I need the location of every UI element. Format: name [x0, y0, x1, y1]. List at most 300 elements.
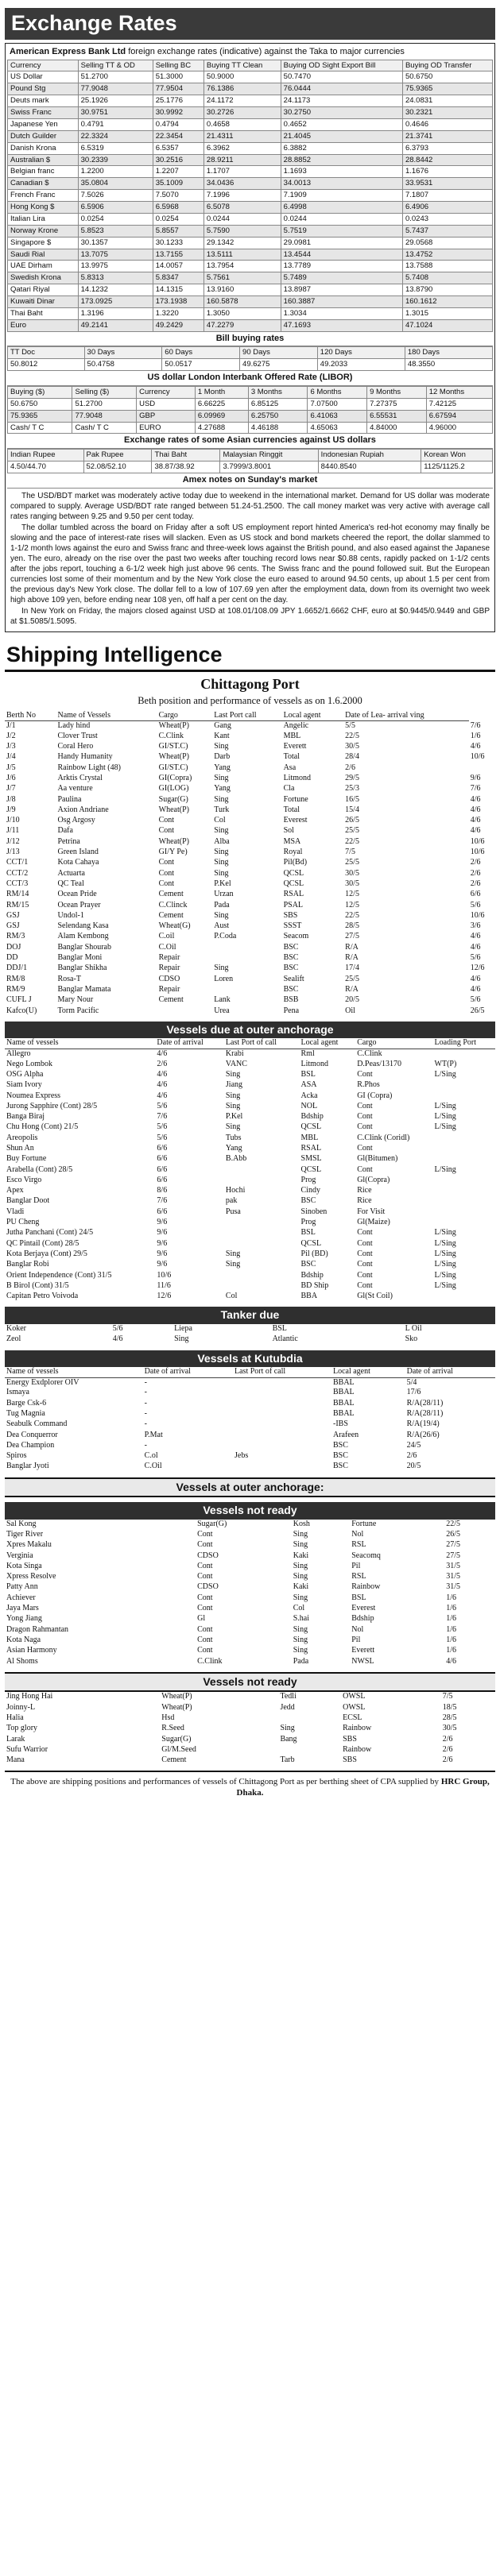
berth-cell: Oil: [345, 1006, 355, 1015]
berth-cell: C.Clink: [158, 731, 184, 740]
berth-cell: C.Clinck: [158, 900, 188, 910]
not-ready-2-cell: Tedli: [280, 1692, 297, 1701]
fx-row: [8, 178, 493, 190]
berth-cell: Cement: [158, 890, 184, 899]
not-ready-row: [5, 1540, 495, 1551]
not-ready-cell: Achiever: [6, 1593, 36, 1602]
fx-row: [8, 261, 493, 272]
berth-cell: Green Island: [57, 848, 99, 857]
fx-cell: 30.1357: [78, 237, 153, 249]
not-ready-2-row: [5, 1692, 495, 1702]
libor-cell: 6.09969: [195, 410, 248, 422]
outer-cell: Cindy: [300, 1186, 320, 1195]
berth-cell: GI/Y Pe): [158, 848, 188, 857]
outer-cell: [433, 1144, 495, 1154]
fx-cell: 34.0436: [203, 178, 281, 190]
kutubdia-cell: Spiros: [6, 1451, 27, 1461]
berth-cell: 26/5: [470, 1006, 485, 1015]
berth-cell: Everest: [283, 816, 308, 825]
berth-row: [5, 985, 495, 995]
libor-header-cell: Buying ($): [8, 386, 72, 398]
berth-cell: QC Teal: [57, 879, 84, 888]
libor-header-cell: 1 Month: [195, 386, 248, 398]
not-ready-cell: C.Clink: [197, 1656, 223, 1666]
fx-cell: 28.8852: [281, 154, 402, 166]
berth-row: [5, 869, 495, 879]
not-ready-2-cell: Wheat(P): [161, 1702, 192, 1712]
berth-cell: QCSL: [283, 868, 304, 878]
outer-cell: 6/6: [157, 1143, 168, 1153]
tanker-title: Tanker due: [5, 1307, 495, 1324]
berth-cell: 4/6: [470, 794, 481, 804]
berth-cell: Total: [283, 752, 300, 762]
not-ready-cell: 1/6: [446, 1646, 456, 1655]
kutubdia-header-cell: Name of vessels: [5, 1367, 143, 1377]
fx-cell: 30.2321: [402, 107, 492, 119]
not-ready-cell: CDSO: [197, 1582, 219, 1592]
outer-cell: Hochi: [225, 1186, 246, 1195]
outer-row: [5, 1271, 495, 1281]
kutubdia-cell: -: [144, 1440, 147, 1450]
not-ready-2-cell: 7/5: [442, 1692, 453, 1701]
not-ready-2-cell: OWSL: [343, 1702, 366, 1712]
not-ready-row: [5, 1582, 495, 1593]
fx-cell: 5.7519: [281, 225, 402, 237]
outer-cell: Acka: [300, 1091, 318, 1100]
fx-cell: 13.4752: [402, 249, 492, 261]
berth-cell: 3/6: [470, 921, 481, 931]
outer-row: [5, 1207, 495, 1218]
berth-cell: Asa: [283, 763, 297, 772]
not-ready-cell: Al Shoms: [6, 1656, 38, 1666]
fx-cell: 1.1676: [402, 166, 492, 178]
not-ready-2-title: Vessels not ready: [5, 1672, 495, 1693]
outer-cell: R.Phos: [357, 1080, 380, 1090]
at-outer-title: Vessels at outer anchorage:: [5, 1477, 495, 1498]
berth-cell: Pil(Bd): [283, 858, 308, 867]
berth-cell: 28/4: [345, 752, 359, 762]
libor-header-cell: 9 Months: [367, 386, 427, 398]
berth-cell: 5/5: [345, 721, 355, 730]
kutubdia-row: [5, 1451, 495, 1462]
outer-row: [5, 1134, 495, 1144]
berth-cell: Turk: [214, 805, 230, 814]
outer-cell: C.Clink: [357, 1049, 382, 1058]
kutubdia-cell: -: [144, 1419, 147, 1429]
fx-cell: 30.9751: [78, 107, 153, 119]
berth-cell: 10/6: [470, 910, 485, 920]
asian-title: Exchange rates of some Asian currencies against US dollars: [7, 434, 493, 449]
kutubdia-header-cell: Local agent: [331, 1367, 405, 1377]
fx-cell: 7.5026: [78, 190, 153, 202]
fx-header-row: [8, 60, 493, 71]
outer-header-cell: Cargo: [355, 1038, 432, 1049]
outer-row: [5, 1122, 495, 1133]
kutubdia-table: [5, 1367, 495, 1473]
fx-cell: 29.1342: [203, 237, 281, 249]
outer-cell: B Birol (Cont) 31/5: [6, 1280, 69, 1290]
outer-cell: 2/6: [157, 1059, 168, 1068]
berth-cell: Cement: [158, 910, 184, 920]
fx-table: [7, 60, 493, 332]
not-ready-2-cell: Jedd: [280, 1702, 295, 1712]
outer-cell: Cont: [357, 1270, 373, 1280]
outer-cell: Sinoben: [300, 1207, 328, 1216]
fx-cell: 24.0831: [402, 95, 492, 107]
berth-cell: 7/5: [345, 848, 355, 857]
not-ready-row: [5, 1625, 495, 1636]
berth-cell: Alam Kembong: [57, 932, 109, 941]
outer-cell: [224, 1281, 300, 1292]
not-ready-row: [5, 1636, 495, 1646]
kutubdia-header-cell: Date of arrival: [143, 1367, 233, 1377]
tanker-row: [5, 1324, 495, 1334]
outer-cell: [433, 1176, 495, 1186]
berth-cell: Banglar Shikha: [57, 964, 107, 973]
outer-header-cell: Date of arrival: [155, 1038, 223, 1049]
berth-cell: Dafa: [57, 826, 73, 836]
outer-cell: L/Sing: [434, 1069, 456, 1079]
not-ready-2-cell: Joinny-L: [6, 1702, 36, 1712]
fx-cell: 34.0013: [281, 178, 402, 190]
berth-cell: J/1: [6, 721, 16, 730]
berth-row: [5, 795, 495, 805]
outer-cell: [433, 1292, 495, 1302]
berth-cell: Yang: [214, 784, 231, 794]
fx-cell: 30.2516: [153, 154, 203, 166]
berth-cell: 12/5: [345, 900, 359, 910]
asian-table: [7, 449, 493, 473]
berth-cell: Urzan: [214, 890, 234, 899]
outer-cell: [433, 1134, 495, 1144]
fx-cell: 6.4998: [281, 202, 402, 214]
bill-header-cell: 120 Days: [317, 347, 405, 359]
fx-cell: 0.0243: [402, 213, 492, 225]
not-ready-cell: Bdship: [351, 1614, 374, 1624]
not-ready-cell: Cont: [197, 1635, 213, 1644]
outer-cell: Pusa: [225, 1207, 241, 1216]
not-ready-row: [5, 1530, 495, 1540]
kutubdia-cell: [233, 1399, 331, 1409]
not-ready-row: [5, 1551, 495, 1562]
fx-cell: 49.2141: [78, 319, 153, 331]
asian-header-cell: Korean Won: [421, 450, 493, 462]
not-ready-2-cell: SBS: [343, 1755, 357, 1765]
fx-cell: 35.1009: [153, 178, 203, 190]
fx-cell: 77.9048: [78, 83, 153, 95]
outer-cell: P.Kel: [225, 1112, 243, 1122]
berth-row: [5, 721, 495, 732]
not-ready-cell: 31/5: [446, 1582, 460, 1592]
berth-cell: Sing: [214, 964, 229, 973]
berth-cell: 10/6: [470, 752, 485, 762]
footer-text: The above are shipping positions and performances of vessels of Chittagong Port as per berthing sheet of CPA supplied by: [10, 1777, 440, 1787]
not-ready-cell: BSL: [351, 1593, 366, 1602]
outer-cell: Litmond: [300, 1059, 328, 1068]
libor-cell: 51.2700: [72, 398, 137, 410]
berth-cell: DD: [6, 953, 18, 963]
outer-cell: Banglar Doot: [6, 1196, 50, 1206]
not-ready-cell: 1/6: [446, 1593, 456, 1602]
not-ready-cell: Sing: [293, 1540, 308, 1550]
not-ready-cell: Sugar(G): [197, 1519, 227, 1528]
not-ready-2-cell: [278, 1745, 341, 1755]
outer-cell: Bdship: [300, 1112, 324, 1122]
outer-cell: Gl(Copra): [357, 1175, 390, 1184]
berth-row: [5, 742, 495, 752]
not-ready-2-cell: 30/5: [442, 1724, 457, 1733]
not-ready-2-cell: R.Seed: [161, 1724, 184, 1733]
berth-cell: Petrina: [57, 836, 80, 846]
not-ready-cell: Kaki: [293, 1551, 309, 1560]
not-ready-cell: Gl: [197, 1614, 206, 1624]
berth-cell: Sing: [214, 868, 229, 878]
berth-cell: 4/6: [470, 805, 481, 814]
fx-cell: 1.2207: [153, 166, 203, 178]
outer-cell: Banglar Robi: [6, 1260, 49, 1269]
berth-cell: 29/5: [345, 773, 359, 782]
fx-cell: Saudi Rial: [8, 249, 79, 261]
fx-cell: 29.0568: [402, 237, 492, 249]
berth-cell: Repair: [158, 984, 180, 994]
outer-cell: BSL: [300, 1069, 316, 1079]
fx-cell: 6.3793: [402, 142, 492, 154]
not-ready-cell: Nol: [351, 1624, 364, 1634]
outer-cell: 7/6: [157, 1196, 168, 1206]
not-ready-2-cell: 2/6: [442, 1755, 453, 1765]
fx-row: [8, 319, 493, 331]
not-ready-2-row: [5, 1703, 495, 1713]
libor-body: [8, 398, 493, 434]
outer-cell: L/Sing: [434, 1122, 456, 1132]
berth-cell: CUFL J: [6, 995, 32, 1005]
fx-cell: 75.9365: [402, 83, 492, 95]
outer-cell: 6/6: [157, 1154, 168, 1164]
berth-cell: Cont: [158, 858, 175, 867]
libor-cell: 6.67594: [426, 410, 492, 422]
kutubdia-cell: [233, 1377, 331, 1388]
berth-row: [5, 921, 495, 932]
libor-row: [8, 398, 493, 410]
kutubdia-cell: R/A(26/6): [406, 1430, 440, 1439]
kutubdia-cell: C.ol: [144, 1451, 158, 1461]
not-ready-cell: Dragon Rahmantan: [6, 1624, 69, 1634]
outer-table: [5, 1038, 495, 1302]
not-ready-2-cell: Bang: [280, 1734, 297, 1744]
outer-cell: [433, 1218, 495, 1228]
not-ready-cell: 27/5: [446, 1540, 460, 1550]
berth-cell: RM/3: [6, 932, 25, 941]
berth-cell: R/A: [345, 942, 359, 952]
fx-row: [8, 154, 493, 166]
kutubdia-cell: -IBS: [332, 1419, 348, 1429]
berth-row: [5, 837, 495, 848]
shipping-section-title: Shipping Intelligence: [5, 640, 495, 673]
berth-cell: Wheat(P): [158, 836, 189, 846]
fx-cell: Norway Krone: [8, 225, 79, 237]
fx-cell: 5.7408: [402, 272, 492, 284]
berth-cell: BSB: [283, 995, 299, 1005]
fx-cell: 50.6750: [402, 71, 492, 83]
berth-cell: Undol-1: [57, 910, 84, 920]
berth-cell: Pada: [214, 900, 230, 910]
libor-cell: 6.66225: [195, 398, 248, 410]
fx-cell: 6.5078: [203, 202, 281, 214]
berth-cell: 17/4: [345, 964, 359, 973]
fx-cell: 0.0244: [203, 213, 281, 225]
outer-cell: [433, 1196, 495, 1207]
berth-cell: Cont: [158, 868, 175, 878]
kutubdia-cell: [233, 1388, 331, 1398]
berth-cell: Repair: [158, 953, 180, 963]
outer-cell: BD Ship: [300, 1280, 329, 1290]
libor-header-cell: Currency: [137, 386, 196, 398]
berth-cell: Sing: [214, 826, 229, 836]
berth-cell: 2/6: [470, 858, 481, 867]
berth-cell: Mary Nour: [57, 995, 94, 1005]
berth-cell: 7/6: [470, 720, 481, 730]
outer-cell: QCSL: [300, 1238, 322, 1248]
outer-cell: 4/6: [157, 1080, 168, 1090]
berth-cell: 22/5: [345, 731, 359, 740]
not-ready-2-cell: Sugar(G): [161, 1734, 192, 1744]
outer-cell: 5/6: [157, 1122, 168, 1132]
fx-cell: 13.4544: [281, 249, 402, 261]
fx-cell: French Franc: [8, 190, 79, 202]
kutubdia-cell: BSC: [332, 1451, 348, 1461]
berth-cell: MBL: [283, 731, 301, 740]
outer-cell: [433, 1207, 495, 1218]
fx-cell: 5.8557: [153, 225, 203, 237]
port-title: Chittagong Port: [200, 676, 300, 693]
berth-cell: [212, 953, 281, 964]
bill-value-cell: 50.8012: [8, 359, 85, 371]
outer-cell: 5/6: [157, 1133, 168, 1142]
berth-cell: Sing: [214, 848, 229, 857]
not-ready-cell: 1/6: [446, 1614, 456, 1624]
outer-row: [5, 1292, 495, 1302]
outer-row: [5, 1080, 495, 1091]
bill-header-cell: 60 Days: [162, 347, 240, 359]
outer-header-cell: Last Port of call: [224, 1038, 300, 1049]
asian-value-cell: 38.87/38.92: [152, 462, 220, 473]
not-ready-cell: Asian Harmony: [6, 1646, 57, 1655]
note-paragraph: The dollar tumbled across the board on Friday after a soft US employment report hinted America's red-hot economy may finally be slowing and the pace of interest-rate rises will slacken. Even as US stock and bond markets cheered the report, the dollar slammed to 1-1/2 month lows against the euro and Swiss franc and three-week lows against the British pound, and also eased against the Japanese yen. The euro, already on the rise over the past two weeks after touching record lows near $0.88 cents, rapidly packed on 1-1/2 cents after the jobs report, touching a 6-1/2 week high just above 96 cents. The Swiss franc and the pound followed suit. But the European currencies lost some of their momentum and by the New York close the euro eased to around 94.50 cents, up about 1.5 per cent from the previous day's New York close. The dollar fell to a low of 107.69 yen after the employment data, down from its overnight two week high above 109 yen, before ending near 108 yen, off half a per cent on the day.: [10, 523, 490, 604]
kutubdia-cell: R/A(19/4): [406, 1419, 440, 1429]
bill-value-cell: 50.0517: [162, 359, 240, 371]
fx-cell: Danish Krona: [8, 142, 79, 154]
berth-cell: Pena: [283, 1006, 300, 1015]
fx-row: [8, 213, 493, 225]
fx-cell: 0.4791: [78, 118, 153, 130]
berth-cell: 2/6: [345, 763, 355, 772]
berth-cell: Actuarta: [57, 868, 85, 878]
kutubdia-cell: Arafeen: [332, 1430, 359, 1439]
berth-row: [5, 774, 495, 784]
outer-header-cell: Loading Port: [433, 1038, 495, 1049]
outer-row: [5, 1239, 495, 1249]
tanker-cell: 4/6: [112, 1334, 123, 1344]
outer-cell: L/Sing: [434, 1249, 456, 1258]
not-ready-cell: Kota Singa: [6, 1561, 42, 1570]
fx-cell: 173.1938: [153, 296, 203, 308]
berth-cell: 10/6: [470, 848, 485, 857]
fx-cell: 1.1707: [203, 166, 281, 178]
exchange-box: [5, 43, 495, 632]
berth-cell: GI/ST.C): [158, 763, 188, 772]
asian-header-cell: Indonesian Rupiah: [318, 450, 421, 462]
berth-cell: 30/5: [345, 742, 359, 751]
fx-cell: 14.1315: [153, 284, 203, 296]
fx-row: [8, 307, 493, 319]
footer-city: Dhaka.: [236, 1788, 264, 1798]
berth-cell: Aust: [214, 921, 230, 931]
berth-row: [5, 995, 495, 1006]
fx-cell: UAE Dirham: [8, 261, 79, 272]
outer-cell: BSC: [300, 1196, 316, 1206]
libor-title: US dollar London Interbank Offered Rate (LIBOR): [7, 371, 493, 386]
fx-header-cell: Buying TT Clean: [203, 60, 281, 71]
not-ready-row: [5, 1520, 495, 1530]
fx-cell: Canadian $: [8, 178, 79, 190]
not-ready-table: [5, 1520, 495, 1667]
berth-row: [5, 816, 495, 826]
berth-cell: Alba: [214, 836, 230, 846]
not-ready-cell: Pada: [293, 1656, 309, 1666]
fx-cell: 160.1612: [402, 296, 492, 308]
outer-cell: B.Abb: [225, 1154, 247, 1164]
outer-cell: L/Sing: [434, 1238, 456, 1248]
bill-value-cell: 50.4758: [84, 359, 162, 371]
berth-row: [5, 943, 495, 953]
asian-value-cell: 52.08/52.10: [83, 462, 152, 473]
not-ready-2-cell: Top glory: [6, 1724, 38, 1733]
outer-cell: [433, 1080, 495, 1091]
not-ready-2-cell: 28/5: [442, 1713, 457, 1722]
not-ready-2-cell: 2/6: [442, 1744, 453, 1754]
not-ready-row: [5, 1646, 495, 1656]
outer-cell: C.Clink (Coridl): [357, 1133, 410, 1142]
bill-title: Bill buying rates: [7, 332, 493, 347]
berth-cell: 16/5: [345, 794, 359, 804]
kutubdia-cell: [233, 1431, 331, 1441]
berth-cell: Rosa-T: [57, 974, 81, 983]
berth-cell: 1/6: [470, 731, 481, 740]
berth-cell: Wheat(P): [158, 752, 189, 762]
not-ready-cell: Everett: [351, 1646, 375, 1655]
fx-cell: Singapore $: [8, 237, 79, 249]
outer-cell: Krabi: [225, 1049, 244, 1058]
not-ready-cell: Sing: [293, 1635, 308, 1644]
berth-cell: Banglar Moni: [57, 953, 103, 963]
berth-row: [5, 805, 495, 816]
fx-cell: 14.0057: [153, 261, 203, 272]
outer-cell: Jutha Panchani (Cont) 24/5: [6, 1228, 94, 1238]
berth-cell: J/13: [6, 848, 20, 857]
berth-cell: MSA: [283, 836, 301, 846]
not-ready-2-row: [5, 1745, 495, 1755]
berth-cell: J/9: [6, 805, 16, 814]
not-ready-cell: Sing: [293, 1572, 308, 1582]
berth-cell: GSJ: [6, 910, 20, 920]
not-ready-row: [5, 1562, 495, 1572]
fx-cell: 24.1172: [203, 95, 281, 107]
fx-cell: 13.8987: [281, 284, 402, 296]
outer-cell: OSG Alpha: [6, 1069, 44, 1079]
fx-cell: 0.0244: [281, 213, 402, 225]
berth-cell: Sol: [283, 826, 294, 836]
fx-cell: 30.1233: [153, 237, 203, 249]
